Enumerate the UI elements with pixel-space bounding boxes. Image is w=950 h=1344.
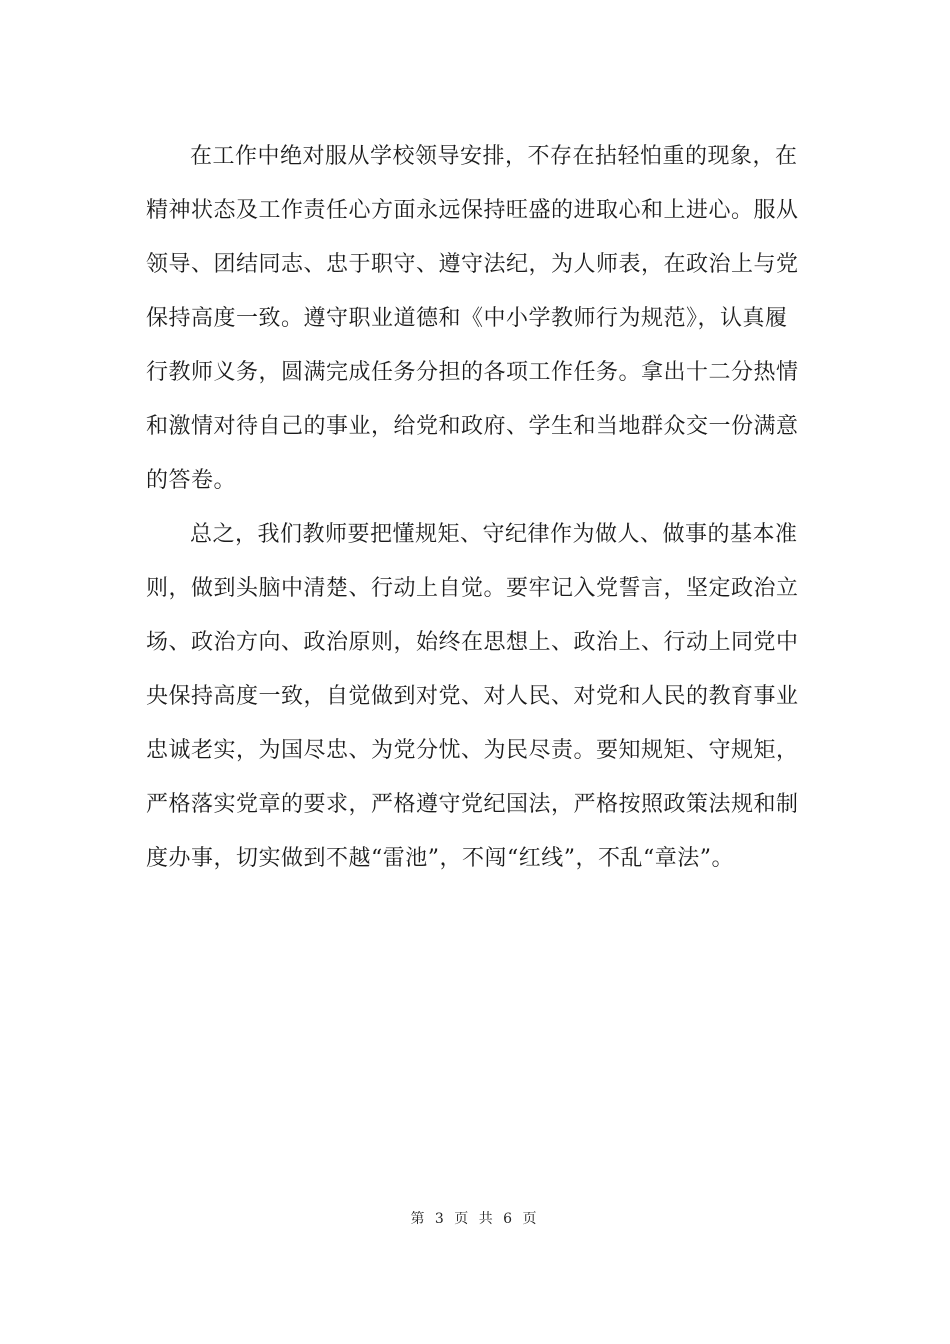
text-line: 忠诚老实，为国尽忠、为党分忧、为民尽责。要知规矩、守规矩，: [146, 738, 799, 763]
text-line: 严格落实党章的要求，严格遵守党纪国法，严格按照政策法规和制: [146, 792, 799, 817]
text-line: 央保持高度一致，自觉做到对党、对人民、对党和人民的教育事业: [146, 684, 799, 709]
text-line: 则，做到头脑中清楚、行动上自觉。要牢记入党誓言，坚定政治立: [146, 576, 799, 601]
paragraph-1: [146, 130, 806, 508]
text-line: 和激情对待自己的事业，给党和政府、学生和当地群众交一份满意: [146, 414, 799, 439]
text-line: 精神状态及工作责任心方面永远保持旺盛的进取心和上进心。服从: [146, 198, 799, 223]
text-line: 领导、团结同志、忠于职守、遵守法纪，为人师表，在政治上与党: [146, 252, 799, 277]
document-body: [146, 130, 806, 886]
text-line: 行教师义务，圆满完成任务分担的各项工作任务。拿出十二分热情: [146, 360, 799, 385]
text-line: 度办事，切实做到不越“雷池”，不闯“红线”，不乱“章法”。: [146, 846, 734, 871]
text-line: 总之，我们教师要把懂规矩、守纪律作为做人、做事的基本准: [190, 522, 798, 547]
text-line: 场、政治方向、政治原则，始终在思想上、政治上、行动上同党中: [146, 630, 799, 655]
page-number-footer: 第 3 页 共 6 页: [410, 1211, 540, 1227]
text-line: 保持高度一致。遵守职业道德和《中小学教师行为规范》，认真履: [146, 306, 788, 331]
text-line: 在工作中绝对服从学校领导安排，不存在拈轻怕重的现象，在: [190, 144, 798, 169]
paragraph-2: [146, 508, 806, 886]
text-line: 的答卷。: [146, 468, 237, 493]
